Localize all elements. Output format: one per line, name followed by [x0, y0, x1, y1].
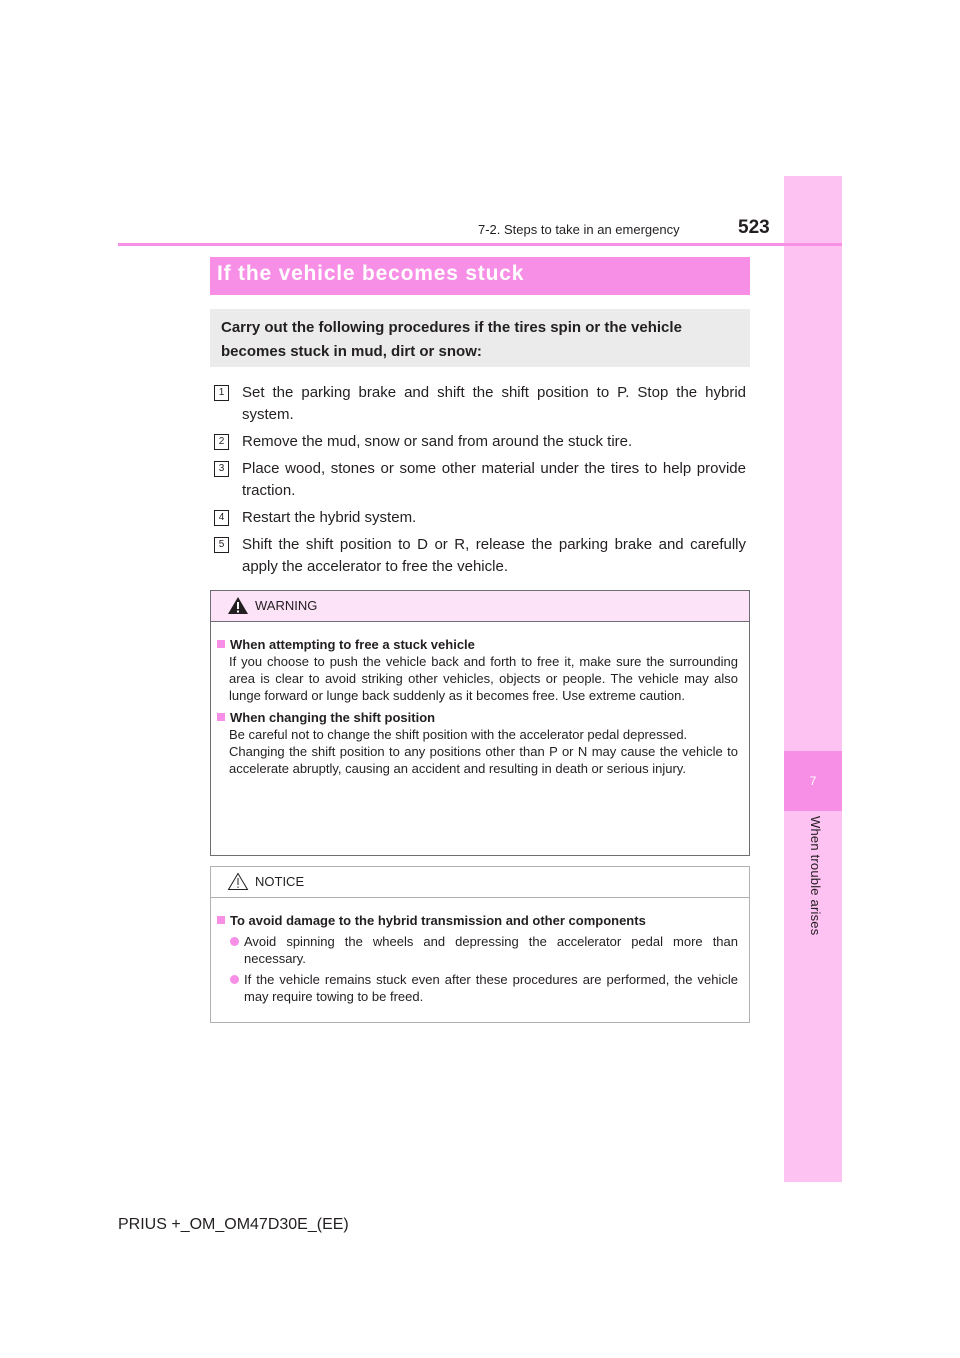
page-title: If the vehicle becomes stuck [217, 262, 525, 285]
notice-bullet: If the vehicle remains stuck even after these procedures are performed, the vehicle may require towing to be freed. [217, 971, 738, 1005]
notice-header [211, 867, 749, 898]
warning-triangle-icon [227, 596, 249, 615]
square-bullet-icon [217, 640, 225, 648]
page-number: 523 [738, 217, 770, 238]
step-text: Shift the shift position to D or R, release the parking brake and carefully apply the accelerator to free the vehicle. [242, 536, 746, 575]
notice-label: NOTICE [255, 874, 305, 889]
warning-item-text: Changing the shift position to any positions other than P or N may cause the vehicle to accelerate abruptly, causing an accident and resulting in death or serious injury. [229, 744, 738, 776]
warning-body [211, 622, 749, 777]
warning-item-title: When changing the shift position [217, 709, 738, 726]
warning-item-title: When attempting to free a stuck vehicle [217, 636, 738, 653]
step-item [214, 507, 746, 529]
step-number: 1 [214, 385, 229, 401]
notice-item-title: To avoid damage to the hybrid transmission and other components [217, 912, 738, 929]
step-text: Place wood, stones or some other material under the tires to help provide traction. [242, 460, 746, 499]
step-number: 2 [214, 434, 229, 450]
warning-header [211, 591, 749, 622]
notice-body [211, 898, 749, 1005]
step-item [214, 534, 746, 578]
section-title: 7-2. Steps to take in an emergency [478, 222, 680, 237]
square-bullet-icon [217, 713, 225, 721]
warning-item-text: Be careful not to change the shift position with the accelerator pedal depressed. [229, 727, 688, 742]
notice-box [210, 866, 750, 1023]
step-item [214, 382, 746, 426]
notice-triangle-icon [227, 872, 249, 891]
step-text: Set the parking brake and shift the shift position to P. Stop the hybrid system. [242, 384, 746, 423]
step-number: 4 [214, 510, 229, 526]
header-divider [118, 243, 842, 246]
title-banner [210, 257, 750, 295]
warning-box [210, 590, 750, 856]
step-number: 3 [214, 461, 229, 477]
step-text: Restart the hybrid system. [242, 509, 417, 526]
warning-label: WARNING [255, 598, 318, 613]
chapter-number: 7 [784, 751, 842, 811]
warning-item-text: If you choose to push the vehicle back and forth to free it, make sure the surrounding area is clear to avoid striking other vehicles, objects or people. The vehicle may also lunge forward or lunge back suddenly as it becomes free. Use extreme caution. [229, 654, 738, 703]
step-number: 5 [214, 537, 229, 553]
footer-doc-code: PRIUS +_OM_OM47D30E_(EE) [118, 1216, 349, 1233]
step-item [214, 431, 746, 453]
steps-list [214, 382, 746, 583]
chapter-title: When trouble arises [808, 816, 823, 936]
chapter-side-tab [784, 176, 842, 1182]
intro-box: Carry out the following procedures if the tires spin or the vehicle becomes stuck in mud, dirt or snow: [210, 309, 750, 367]
square-bullet-icon [217, 916, 225, 924]
round-bullet-icon [230, 975, 239, 984]
step-text: Remove the mud, snow or sand from around the stuck tire. [242, 433, 633, 450]
step-item [214, 458, 746, 502]
notice-bullet: Avoid spinning the wheels and depressing the accelerator pedal more than necessary. [217, 933, 738, 967]
round-bullet-icon [230, 937, 239, 946]
